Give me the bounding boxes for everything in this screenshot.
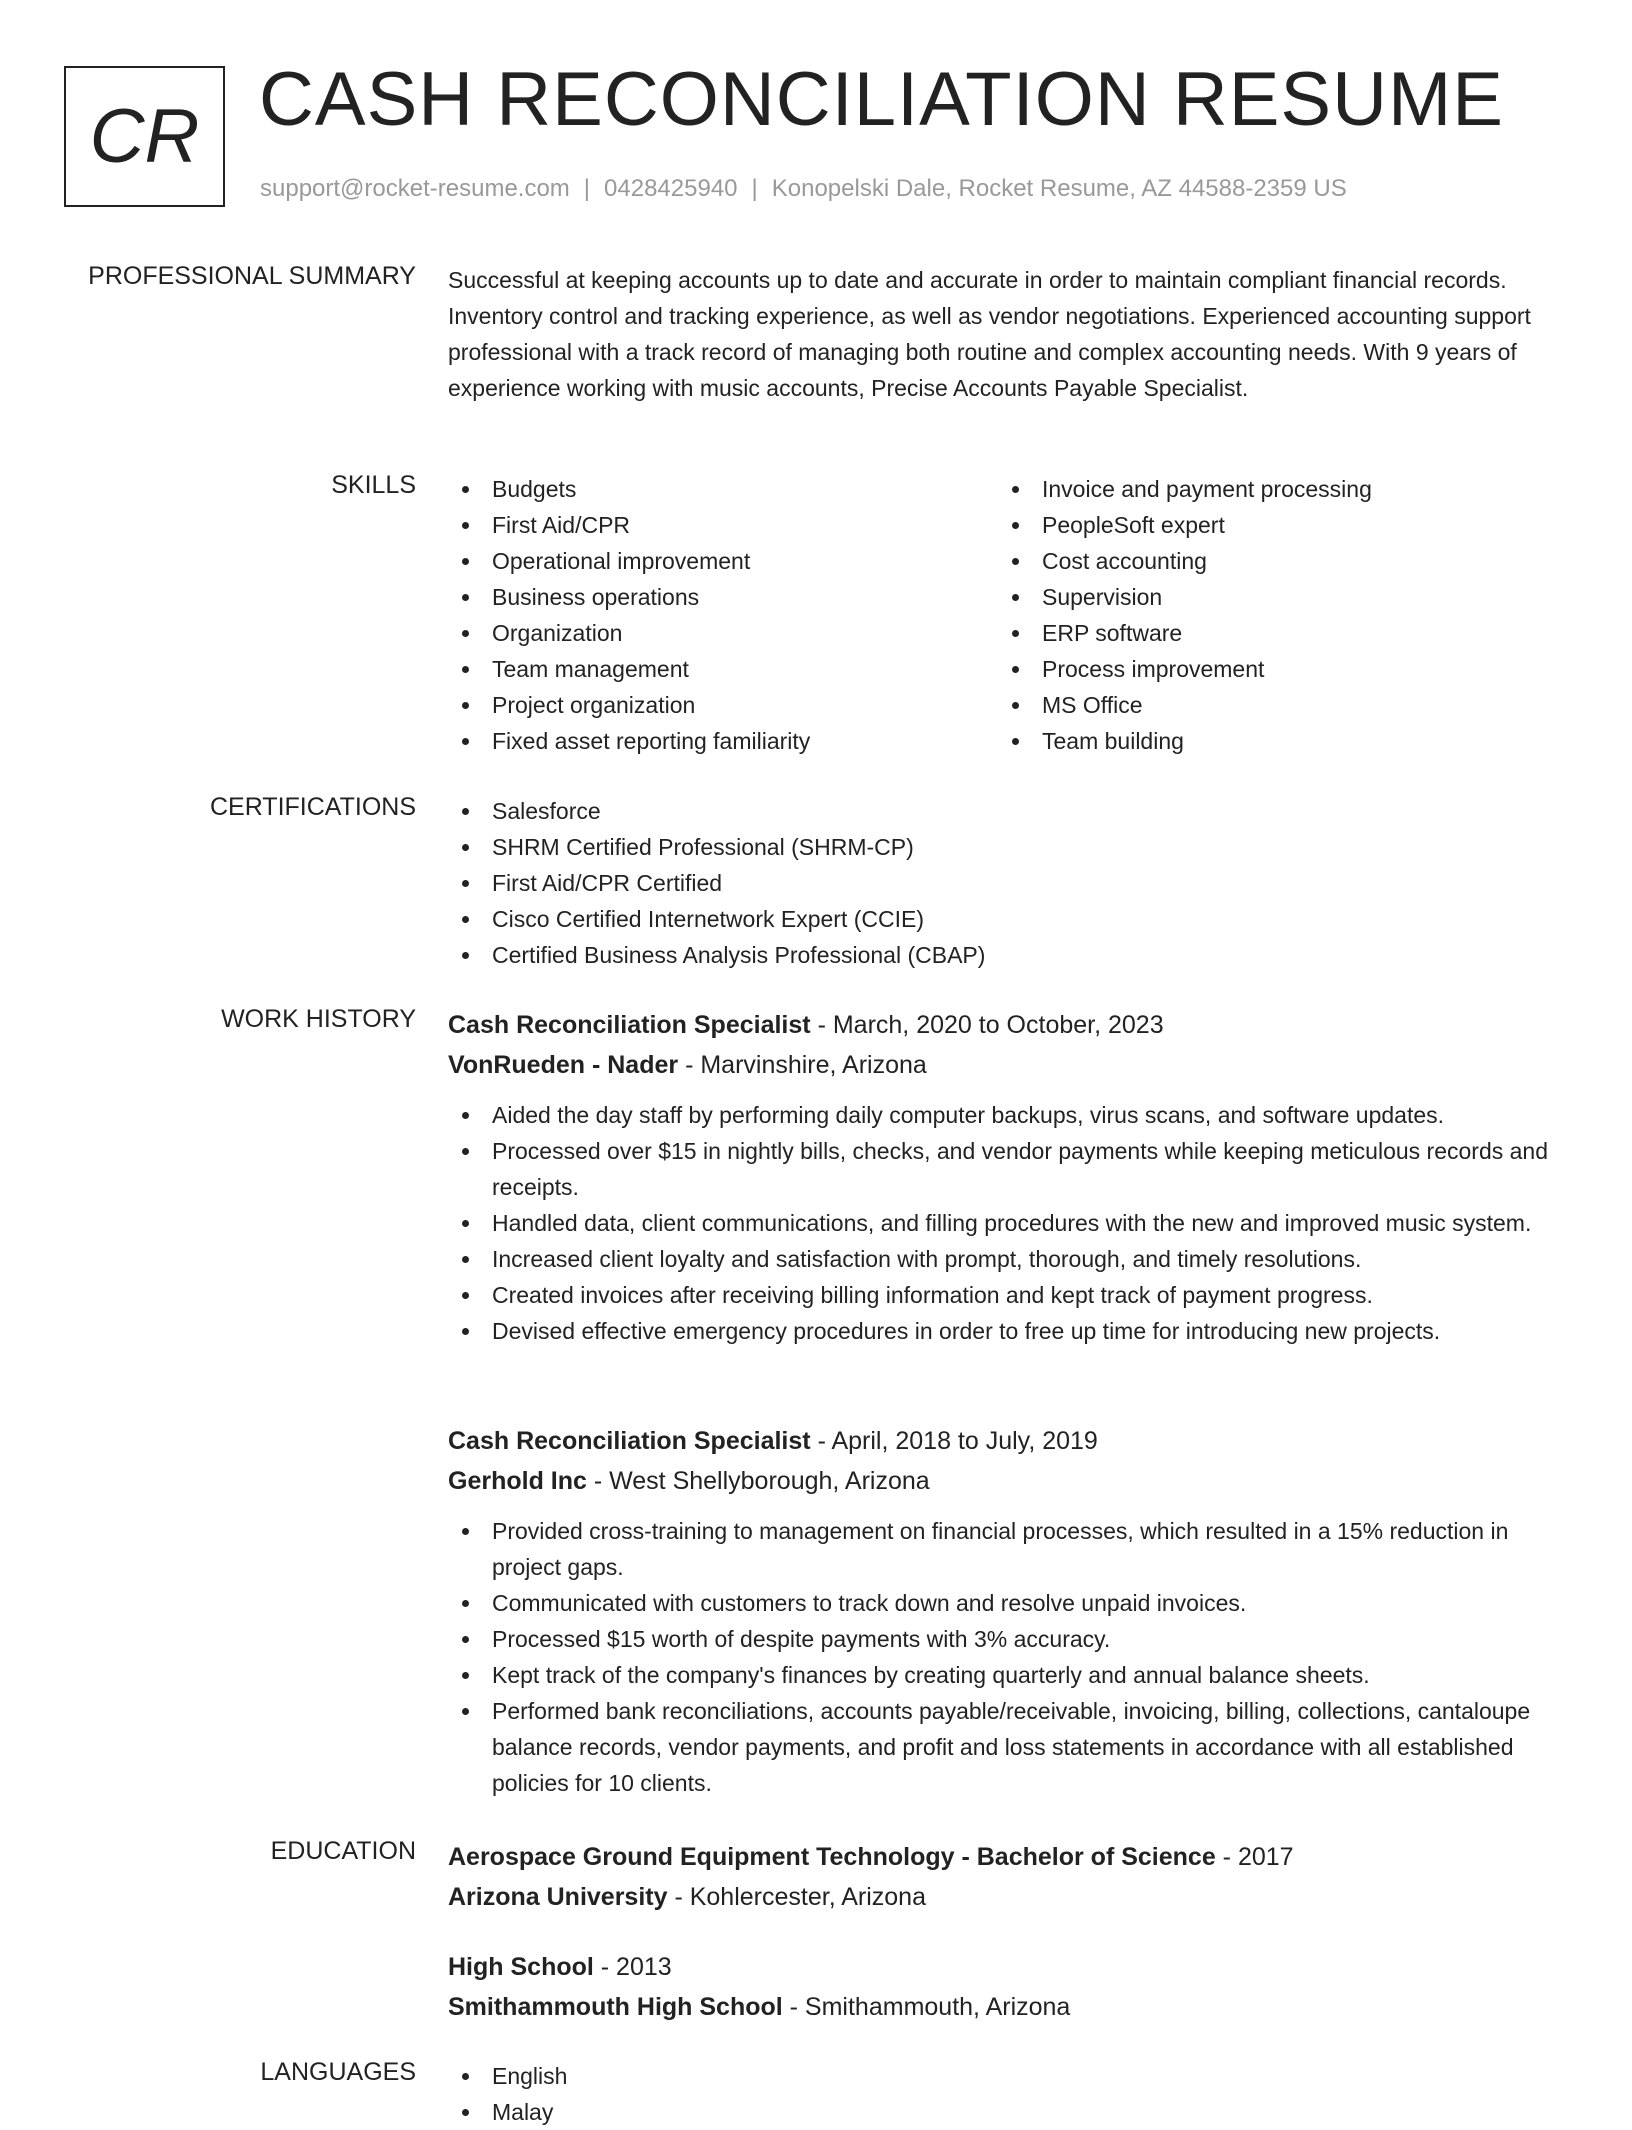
job-title-line bbox=[448, 1421, 1566, 1461]
skill-item: ERP software bbox=[998, 615, 1548, 651]
job-company-line bbox=[448, 1045, 1566, 1085]
job-title-line bbox=[448, 1005, 1566, 1045]
section-label-education: EDUCATION bbox=[270, 1837, 416, 1865]
languages-list bbox=[448, 2058, 1566, 2130]
job-entry bbox=[448, 1421, 1566, 1801]
job-bullet: Communicated with customers to track down and resolve unpaid invoices. bbox=[448, 1585, 1566, 1621]
education-degree-line bbox=[448, 1947, 1566, 1987]
job-bullet: Devised effective emergency procedures in order to free up time for introducing new projects. bbox=[448, 1313, 1566, 1349]
education-degree-line bbox=[448, 1837, 1566, 1877]
education-degree: High School bbox=[448, 1953, 594, 1981]
job-title: Cash Reconciliation Specialist bbox=[448, 1011, 811, 1039]
certification-item: SHRM Certified Professional (SHRM-CP) bbox=[448, 829, 1566, 865]
language-item: Malay bbox=[448, 2094, 1566, 2130]
education-year: - 2017 bbox=[1215, 1843, 1294, 1871]
job-bullet: Processed over $15 in nightly bills, checks, and vendor payments while keeping meticulous records and receipts. bbox=[448, 1133, 1566, 1205]
education-entry bbox=[448, 1947, 1566, 2027]
certifications-list bbox=[448, 793, 1566, 973]
skill-item: Business operations bbox=[448, 579, 998, 615]
language-item: English bbox=[448, 2058, 1566, 2094]
job-bullet: Aided the day staff by performing daily computer backups, virus scans, and software updates. bbox=[448, 1097, 1566, 1133]
job-dates: - April, 2018 to July, 2019 bbox=[810, 1427, 1098, 1455]
contact-separator: | bbox=[751, 175, 758, 202]
job-dates: - March, 2020 to October, 2023 bbox=[810, 1011, 1164, 1039]
skill-item: Team management bbox=[448, 651, 998, 687]
skills-list-right bbox=[998, 471, 1548, 759]
education-location: - Smithammouth, Arizona bbox=[782, 1993, 1071, 2021]
job-location: - Marvinshire, Arizona bbox=[678, 1051, 927, 1079]
job-bullet: Provided cross-training to management on financial processes, which resulted in a 15% reduction in project gaps. bbox=[448, 1513, 1566, 1585]
education-entry bbox=[448, 1837, 1566, 1917]
job-entry bbox=[448, 1005, 1566, 1349]
education-school: Smithammouth High School bbox=[448, 1993, 783, 2021]
skill-item: Fixed asset reporting familiarity bbox=[448, 723, 998, 759]
skill-item: Organization bbox=[448, 615, 998, 651]
certification-item: Certified Business Analysis Professional (CBAP) bbox=[448, 937, 1566, 973]
skills-list-left bbox=[448, 471, 998, 759]
job-bullet: Increased client loyalty and satisfaction with prompt, thorough, and timely resolutions. bbox=[448, 1241, 1566, 1277]
education-school: Arizona University bbox=[448, 1883, 668, 1911]
summary-text: Successful at keeping accounts up to date and accurate in order to maintain compliant financial records. Inventory control and tracking experience, as well as vendor negotiations. Experienced accounting support professional with a track record of managing both routine and complex accounting needs. With 9 years of experience working with music accounts, Precise Accounts Payable Specialist. bbox=[448, 267, 1531, 401]
certification-item: First Aid/CPR Certified bbox=[448, 865, 1566, 901]
section-label-languages: LANGUAGES bbox=[260, 2058, 416, 2086]
section-label-skills: SKILLS bbox=[331, 471, 416, 499]
resume-title: CASH RECONCILIATION RESUME bbox=[259, 57, 1504, 142]
job-bullet: Performed bank reconciliations, accounts payable/receivable, invoicing, billing, collections, cantaloupe balance records, vendor payments, and profit and loss statements in accordance with all established policies for 10 clients. bbox=[448, 1693, 1566, 1801]
skill-item: Process improvement bbox=[998, 651, 1548, 687]
skill-item: Project organization bbox=[448, 687, 998, 723]
education-year: - 2013 bbox=[593, 1953, 672, 1981]
skill-item: Operational improvement bbox=[448, 543, 998, 579]
education-school-line bbox=[448, 1877, 1566, 1917]
job-bullet: Handled data, client communications, and filling procedures with the new and improved music system. bbox=[448, 1205, 1566, 1241]
contact-line bbox=[260, 175, 1347, 203]
job-company: VonRueden - Nader bbox=[448, 1051, 679, 1079]
job-bullets bbox=[448, 1097, 1566, 1349]
skill-item: PeopleSoft expert bbox=[998, 507, 1548, 543]
job-title: Cash Reconciliation Specialist bbox=[448, 1427, 811, 1455]
contact-address: Konopelski Dale, Rocket Resume, AZ 44588-2359 US bbox=[771, 175, 1347, 202]
contact-email: support@rocket-resume.com bbox=[260, 175, 570, 202]
skill-item: MS Office bbox=[998, 687, 1548, 723]
certification-item: Salesforce bbox=[448, 793, 1566, 829]
job-bullet: Kept track of the company's finances by creating quarterly and annual balance sheets. bbox=[448, 1657, 1566, 1693]
skill-item: Budgets bbox=[448, 471, 998, 507]
section-label-certifications: CERTIFICATIONS bbox=[209, 793, 416, 821]
job-bullets bbox=[448, 1513, 1566, 1801]
education-location: - Kohlercester, Arizona bbox=[667, 1883, 926, 1911]
skill-item: Supervision bbox=[998, 579, 1548, 615]
certification-item: Cisco Certified Internetwork Expert (CCIE) bbox=[448, 901, 1566, 937]
education-school-line bbox=[448, 1987, 1566, 2027]
skill-item: Team building bbox=[998, 723, 1548, 759]
contact-phone: 0428425940 bbox=[604, 175, 738, 202]
education-degree: Aerospace Ground Equipment Technology - Bachelor of Science bbox=[448, 1843, 1216, 1871]
skill-item: First Aid/CPR bbox=[448, 507, 998, 543]
job-company-line bbox=[448, 1461, 1566, 1501]
section-label-summary: PROFESSIONAL SUMMARY bbox=[88, 262, 416, 290]
job-company: Gerhold Inc bbox=[448, 1467, 587, 1495]
job-bullet: Created invoices after receiving billing information and kept track of payment progress. bbox=[448, 1277, 1566, 1313]
skill-item: Cost accounting bbox=[998, 543, 1548, 579]
monogram: CR bbox=[64, 66, 225, 207]
contact-separator: | bbox=[583, 175, 591, 202]
section-label-work-history: WORK HISTORY bbox=[221, 1005, 416, 1033]
job-location: - West Shellyborough, Arizona bbox=[586, 1467, 930, 1495]
job-bullet: Processed $15 worth of despite payments with 3% accuracy. bbox=[448, 1621, 1566, 1657]
skill-item: Invoice and payment processing bbox=[998, 471, 1548, 507]
